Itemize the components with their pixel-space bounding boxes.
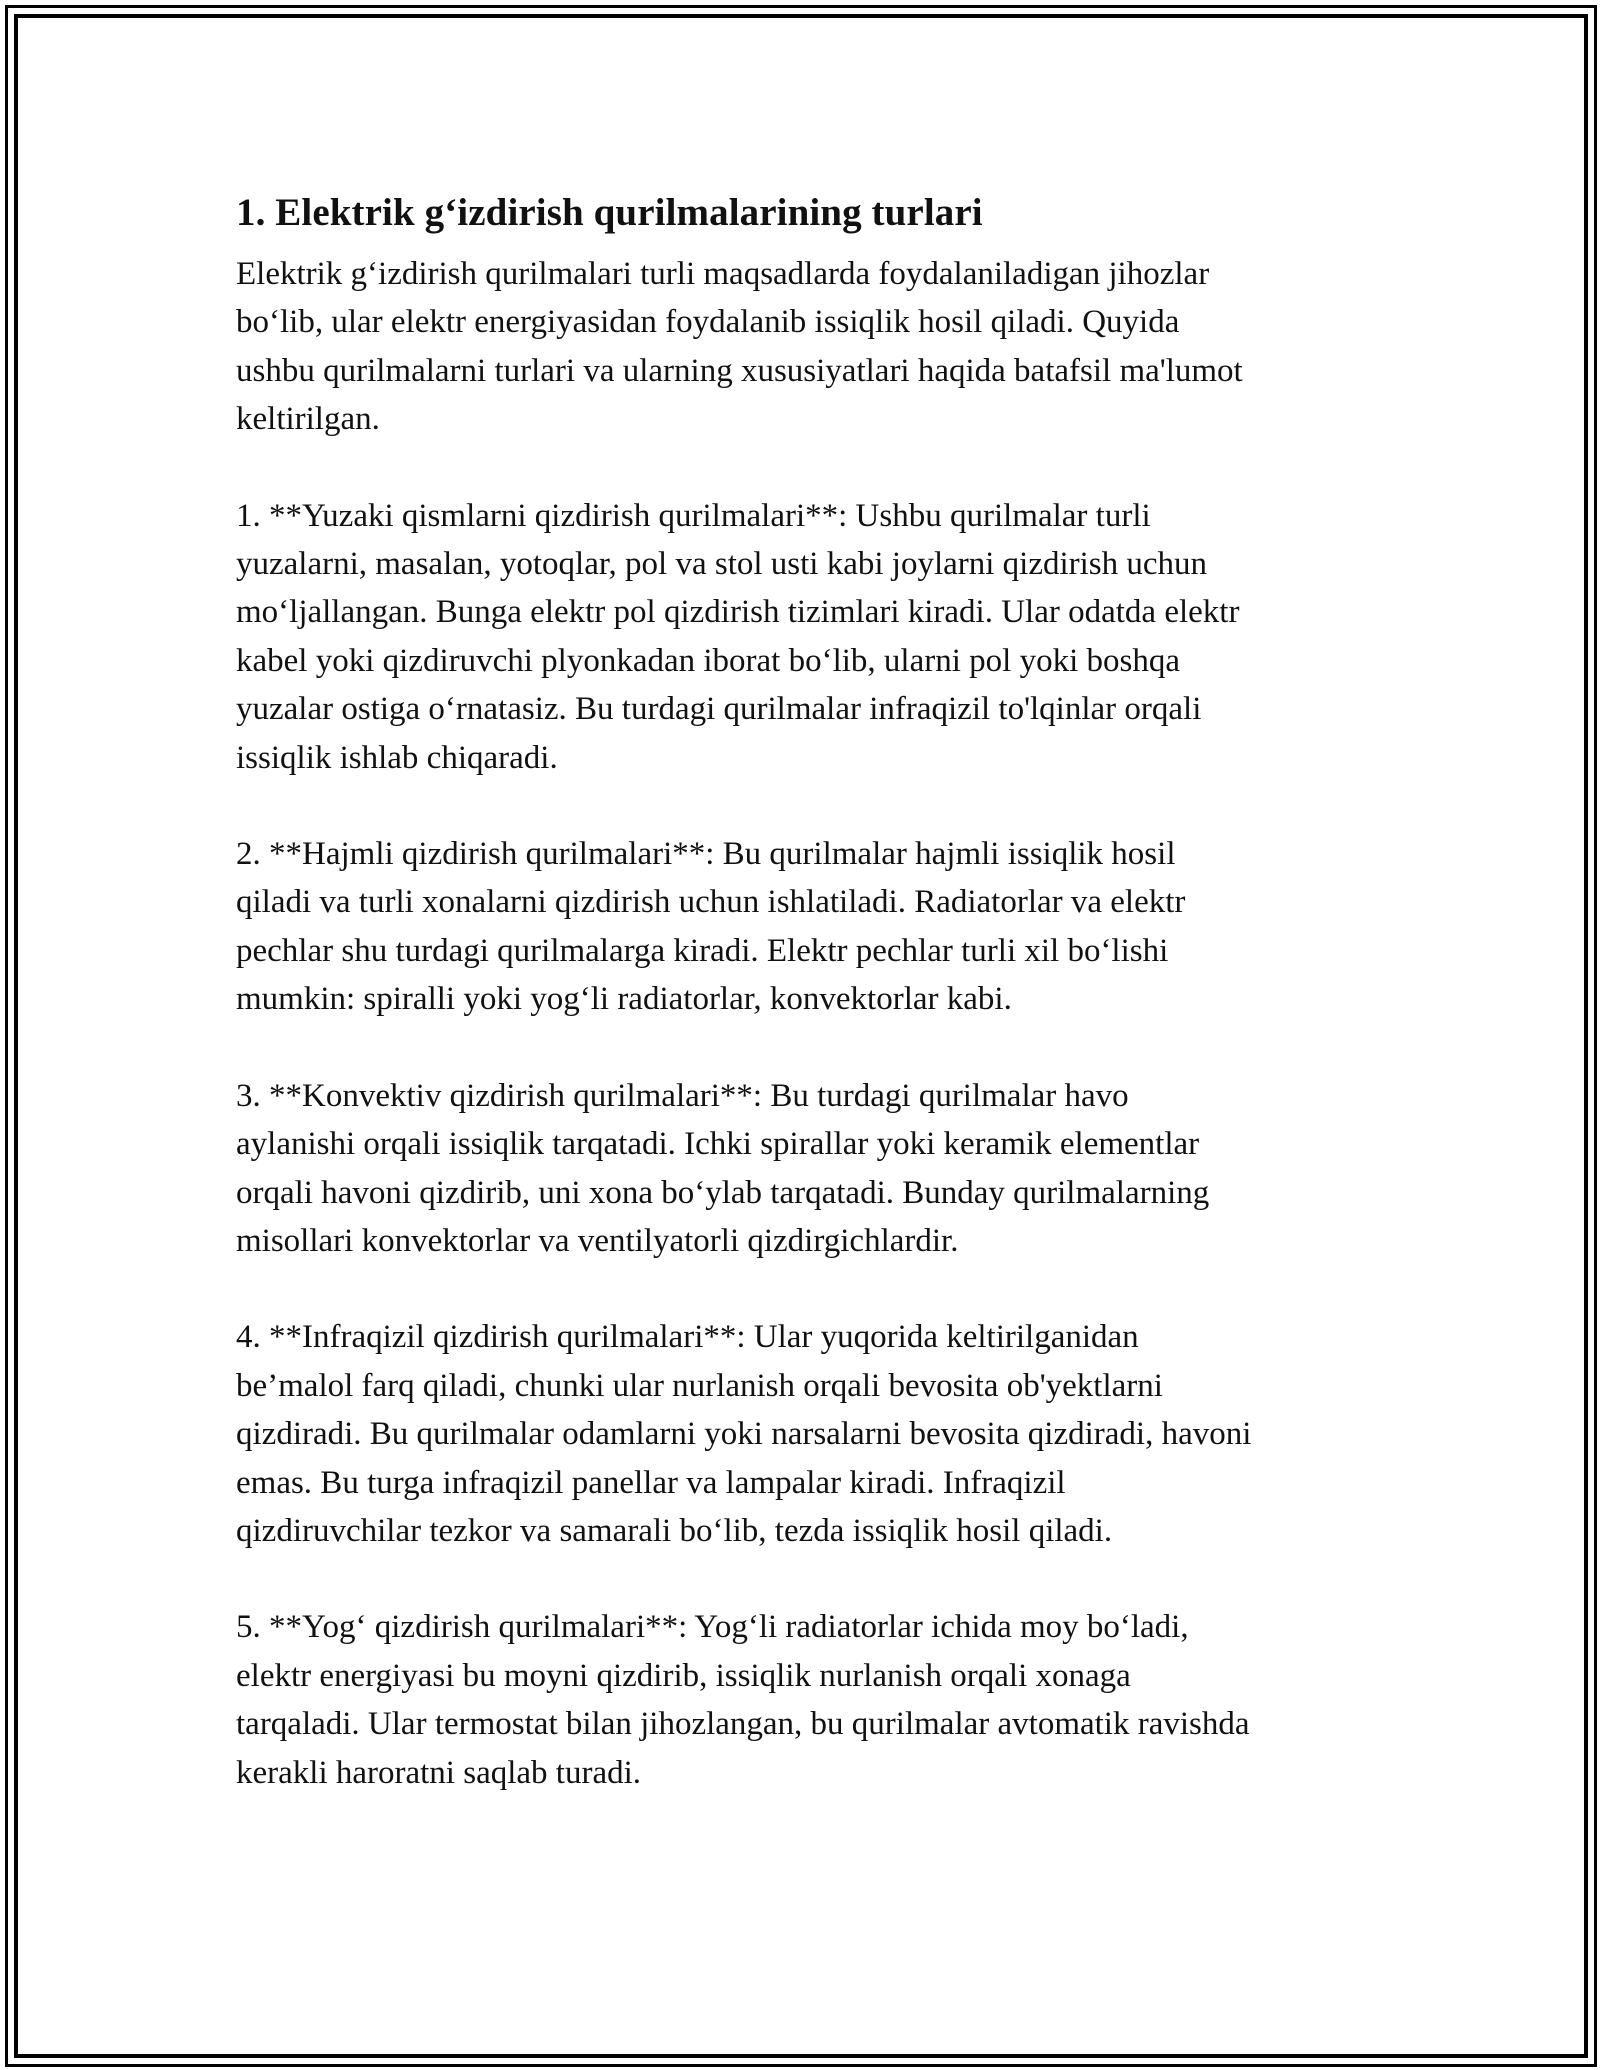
paragraph-surface-heaters: 1. **Yuzaki qismlarni qizdirish qurilmalari**: Ushbu qurilmalar turli yuzalarni, masalan, yotoqlar, pol va stol usti kabi joylarni qizdirish uchun mo‘ljallangan. Bunga elektr pol qizdirish tizimlari kiradi. Ular odatda elektr kabel yoki qizdiruvchi plyonkadan iborat bo‘lib, ularni pol yoki boshqa yuzalar ostiga o‘rnatasiz. Bu turdagi qurilmalar infraqizil to'lqinlar orqali issiqlik ishlab chiqaradi. <box>236 497 1240 776</box>
paragraph-oil-heaters: 5. **Yog‘ qizdirish qurilmalari**: Yog‘li radiatorlar ichida moy bo‘ladi, elektr energiyasi bu moyni qizdirib, issiqlik nurlanish orqali xonaga tarqaladi. Ular termostat bilan jihozlangan, bu qurilmalar avtomatik ravishda kerakli haroratni saqlab turadi. <box>236 1609 1250 1791</box>
document-title: 1. Elektrik g‘izdirish qurilmalarining turlari <box>236 191 983 234</box>
intro-paragraph: Elektrik g‘izdirish qurilmalari turli maqsadlarda foydalaniladigan jihozlar bo‘lib, ular elektr energiyasidan foydalanib issiqlik hosil qiladi. Quyida ushbu qurilmalarni turlari va ularning xususiyatlari haqida batafsil ma'lumot keltirilgan. <box>236 256 1243 438</box>
paragraph-infrared-heaters: 4. **Infraqizil qizdirish qurilmalari**: Ular yuqorida keltirilganidan be’malol farq qiladi, chunki ular nurlanish orqali bevosita ob'yektlarni qizdiradi. Bu qurilmalar odamlarni yoki narsalarni bevosita qizdiradi, havoni emas. Bu turga infraqizil panellar va lampalar kiradi. Infraqizil qizdiruvchilar tezkor va samarali bo‘lib, tezda issiqlik hosil qiladi. <box>236 1319 1252 1549</box>
paragraph-volume-heaters: 2. **Hajmli qizdirish qurilmalari**: Bu qurilmalar hajmli issiqlik hosil qiladi va turli xonalarni qizdirish uchun ishlatiladi. Radiatorlar va elektr pechlar shu turdagi qurilmalarga kiradi. Elektr pechlar turli xil bo‘lishi mumkin: spiralli yoki yog‘li radiatorlar, konvektorlar kabi. <box>236 836 1186 1018</box>
paragraph-convective-heaters: 3. **Konvektiv qizdirish qurilmalari**: Bu turdagi qurilmalar havo aylanishi orqali issiqlik tarqatadi. Ichki spirallar yoki keramik elementlar orqali havoni qizdirib, uni xona bo‘ylab tarqatadi. Bunday qurilmalarning misollari konvektorlar va ventilyatorli qizdirgichlardir. <box>236 1077 1210 1259</box>
document-body <box>236 188 1366 1797</box>
